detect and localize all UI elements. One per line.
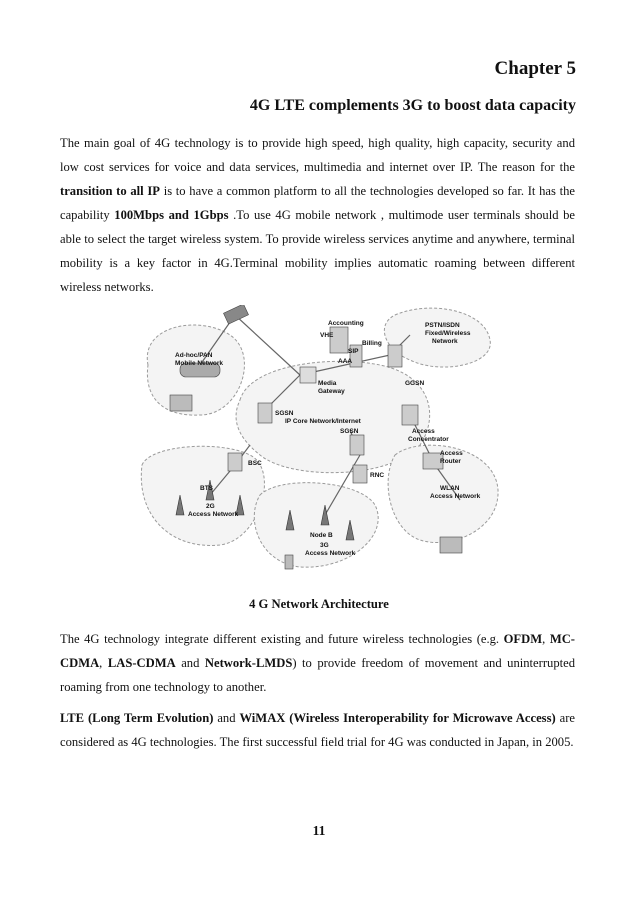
2g-access-label: Access Network — [188, 511, 239, 518]
intro-text-1: The main goal of 4G technology is to provide high speed, high quality, high capacity, security and low cost services for voice and data services, multimedia and internet over IP. The reason for the — [60, 136, 575, 174]
rnc-server-icon — [353, 465, 367, 483]
figure-caption: 4 G Network Architecture — [249, 597, 389, 611]
intro-bold-2: 100Mbps and 1Gbps — [114, 208, 229, 222]
tech-bold-mc-cdma: MC-CDMA — [60, 632, 575, 670]
tech-text-5: ) to provide freedom of movement and uninterrupted roaming from one technology to another. — [60, 656, 575, 694]
intro-text-3: .To use 4G mobile network , multimode user terminals should be able to select the target wireless system. To provide wireless services anytime and anywhere, terminal mobility is a key factor in 4G.Terminal mobility implies automatic roaming between different wireless networks. — [60, 208, 575, 294]
bts-label: BTS — [200, 485, 213, 492]
media-gateway-icon — [300, 367, 316, 383]
adhoc-label-2: Mobile Network — [175, 360, 224, 367]
ip-core-label: IP Core Network/Internet — [285, 418, 361, 425]
network-diagram — [140, 305, 500, 583]
aaa-label: AAA — [338, 358, 353, 365]
phone-icon — [285, 555, 293, 569]
chapter-heading: Chapter 5 — [494, 58, 576, 79]
media-gateway-label-2: Gateway — [318, 388, 345, 395]
bsc-server-icon — [228, 453, 242, 471]
2g-label: 2G — [206, 503, 215, 510]
satellite-icon — [223, 305, 248, 324]
tech-text-2: , — [542, 632, 550, 646]
bsc-label: BSC — [248, 460, 262, 467]
access-concentrator-label-2: Concentrator — [408, 436, 449, 443]
sip-label: SIP — [348, 348, 359, 355]
intro-bold-1: transition to all IP — [60, 184, 160, 198]
tech-bold-las-cdma: LAS-CDMA — [107, 656, 176, 670]
wimax-bold: WiMAX (Wireless Interoperability for Microwave Access) — [239, 711, 556, 725]
intro-paragraph — [60, 131, 575, 299]
accounting-label: Accounting — [328, 320, 364, 327]
rnc-label: RNC — [370, 472, 385, 479]
adhoc-label-1: Ad-hoc/PAN — [175, 352, 213, 359]
tech-bold-ofdm: OFDM — [503, 632, 543, 646]
lte-text-1: and — [213, 711, 240, 725]
tech-text-3: , — [99, 656, 108, 670]
lte-wimax-paragraph — [60, 706, 575, 754]
sgsn-label-1: SGSN — [275, 410, 294, 417]
sgsn-server-icon — [258, 403, 272, 423]
ggsn-label: GGSN — [405, 380, 425, 387]
node-b-label: Node B — [310, 532, 333, 539]
page-number: 11 — [312, 823, 326, 838]
laptop-icon — [440, 537, 462, 553]
technologies-paragraph — [60, 627, 575, 699]
pstn-label-3: Network — [432, 338, 458, 345]
media-gateway-label-1: Media — [318, 380, 337, 387]
sgsn-server-icon — [350, 435, 364, 455]
3g-label: 3G — [320, 542, 329, 549]
wlan-label-2: Access Network — [430, 493, 481, 500]
3g-access-label: Access Network — [305, 550, 356, 557]
tech-text-1: The 4G technology integrate different existing and future wireless technologies (e.g. — [60, 632, 504, 646]
billing-label: Billing — [362, 340, 382, 347]
2g-cloud — [141, 446, 264, 545]
network-architecture-figure — [140, 305, 500, 583]
laptop-icon — [170, 395, 192, 411]
access-router-label-2: Router — [440, 458, 461, 465]
access-concentrator-label-1: Access — [412, 428, 435, 435]
pstn-label-2: Fixed/Wireless — [425, 330, 471, 337]
access-concentrator-icon — [402, 405, 418, 425]
lte-text-2: are considered as 4G technologies. The first successful field trial for 4G was conducted in Japan, in 2005. — [60, 711, 575, 749]
section-title: 4G LTE complements 3G to boost data capacity — [249, 97, 576, 114]
intro-text-2: is to have a common platform to all the technologies developed so far. It has the capability — [60, 184, 575, 222]
access-router-label-1: Access — [440, 450, 463, 457]
tech-text-4: and — [175, 656, 205, 670]
tech-bold-network-lmds: Network-LMDS — [204, 656, 293, 670]
vhe-label: VHE — [320, 332, 334, 339]
lte-bold: LTE (Long Term Evolution) — [60, 711, 214, 725]
sgsn-label-2: SGSN — [340, 428, 359, 435]
wlan-label-1: WLAN — [440, 485, 460, 492]
ggsn-server-icon — [388, 345, 402, 367]
server-icon — [330, 327, 348, 353]
pstn-label-1: PSTN/ISDN — [425, 322, 460, 329]
